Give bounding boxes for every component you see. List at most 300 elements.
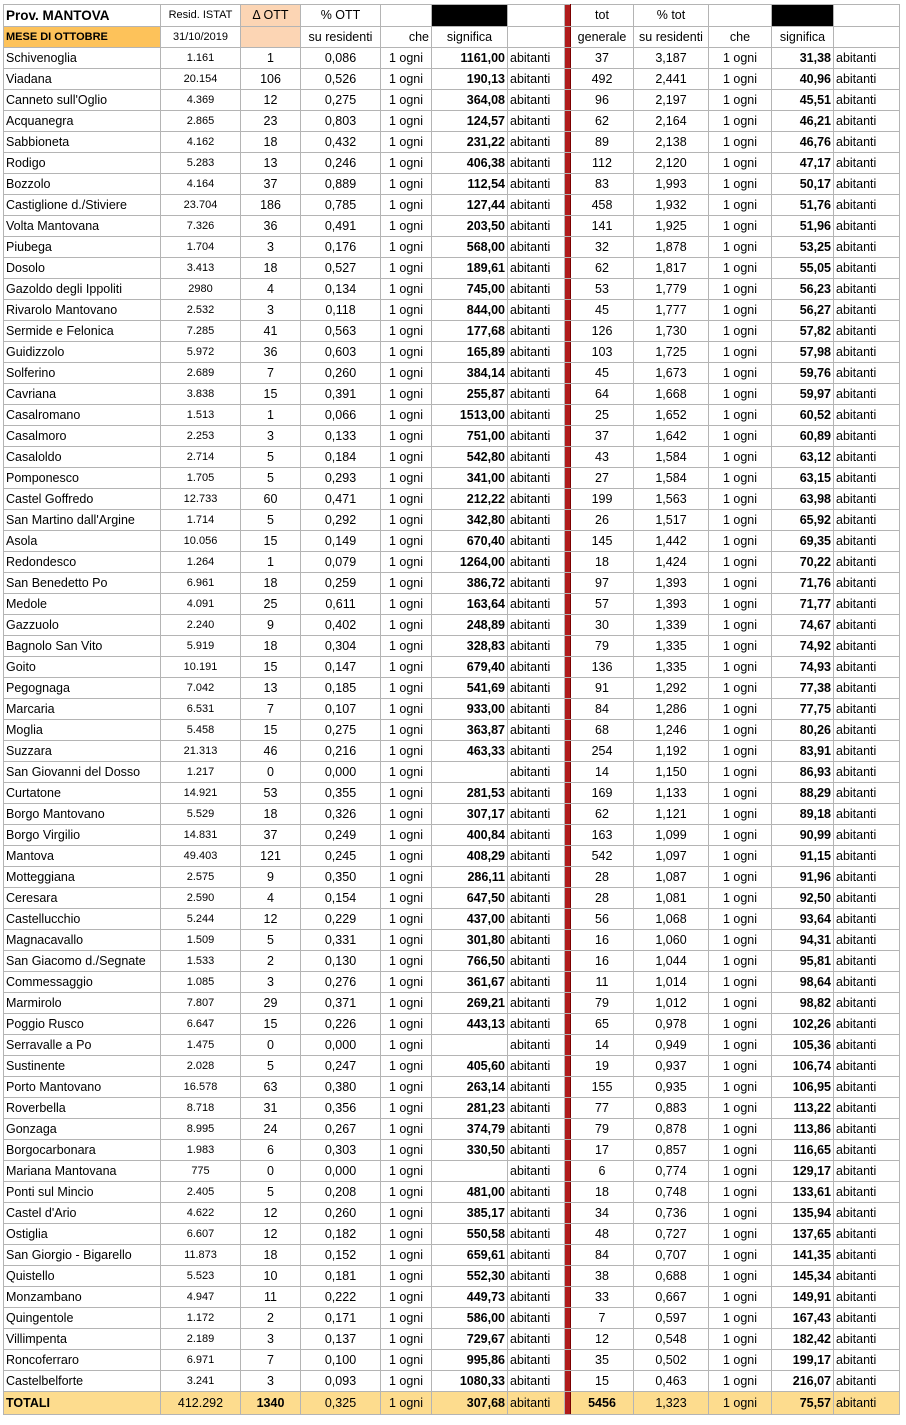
- pct-value: 0,260: [301, 1203, 381, 1224]
- municipality-name: Acquanegra: [4, 111, 161, 132]
- delta-value: 25: [241, 594, 301, 615]
- pcttot-value: 1,097: [634, 846, 709, 867]
- ogni-label: 1 ogni: [381, 1203, 432, 1224]
- pct-value: 0,216: [301, 741, 381, 762]
- resid-value: 775: [161, 1161, 241, 1182]
- significa-value-2: 90,99: [772, 825, 834, 846]
- ogni-label: 1 ogni: [381, 384, 432, 405]
- pcttot-value: 1,730: [634, 321, 709, 342]
- pct-value: 0,182: [301, 1224, 381, 1245]
- pct-value: 0,785: [301, 195, 381, 216]
- significa-value-2: 92,50: [772, 888, 834, 909]
- abitanti-label-2: abitanti: [834, 405, 900, 426]
- abitanti-label: abitanti: [508, 1098, 565, 1119]
- ogni-label-2: 1 ogni: [709, 930, 772, 951]
- abitanti-label: abitanti: [508, 1245, 565, 1266]
- tot-value: 84: [571, 699, 634, 720]
- ogni-label-2: 1 ogni: [709, 195, 772, 216]
- col-resid-header: Resid. ISTAT: [161, 5, 241, 27]
- table-row: [4, 1098, 900, 1119]
- significa-value: 189,61: [432, 258, 508, 279]
- table-row: [4, 993, 900, 1014]
- redacted-header: [432, 5, 508, 27]
- ogni-label-2: 1 ogni: [709, 1308, 772, 1329]
- abitanti-label-2: abitanti: [834, 888, 900, 909]
- ogni-label-2: 1 ogni: [709, 552, 772, 573]
- tot-value: 34: [571, 1203, 634, 1224]
- pcttot-value: 1,517: [634, 510, 709, 531]
- delta-value: 2: [241, 951, 301, 972]
- pcttot-value: 1,673: [634, 363, 709, 384]
- pcttot-value: 1,442: [634, 531, 709, 552]
- pct-value: 0,527: [301, 258, 381, 279]
- abitanti-label: abitanti: [508, 195, 565, 216]
- table-row: [4, 426, 900, 447]
- delta-value: 3: [241, 972, 301, 993]
- resid-value: 8.995: [161, 1119, 241, 1140]
- significa-value: 165,89: [432, 342, 508, 363]
- significa-header: significa: [432, 27, 508, 48]
- pct-value: 0,176: [301, 237, 381, 258]
- tot-value: 11: [571, 972, 634, 993]
- abitanti-label-2: abitanti: [834, 678, 900, 699]
- ogni-label: 1 ogni: [381, 699, 432, 720]
- ogni-label: 1 ogni: [381, 153, 432, 174]
- delta-value: 15: [241, 657, 301, 678]
- significa-value-2: 59,97: [772, 384, 834, 405]
- ogni-label-2: 1 ogni: [709, 615, 772, 636]
- pct-subheader: su residenti: [301, 27, 381, 48]
- resid-value: 2.590: [161, 888, 241, 909]
- abitanti-label-2: abitanti: [834, 783, 900, 804]
- significa-value-2: 51,76: [772, 195, 834, 216]
- ogni-label-2: 1 ogni: [709, 720, 772, 741]
- pct-value: 0,093: [301, 1371, 381, 1392]
- delta-value: 12: [241, 909, 301, 930]
- totals-pcttot: 1,323: [634, 1392, 709, 1415]
- municipality-name: Suzzara: [4, 741, 161, 762]
- tot-value: 77: [571, 1098, 634, 1119]
- ogni-label: 1 ogni: [381, 993, 432, 1014]
- abitanti-label: abitanti: [508, 468, 565, 489]
- abitanti-label-2: abitanti: [834, 636, 900, 657]
- pcttot-value: 0,935: [634, 1077, 709, 1098]
- pct-value: 0,137: [301, 1329, 381, 1350]
- tot-value: 141: [571, 216, 634, 237]
- significa-value: 361,67: [432, 972, 508, 993]
- pcttot-value: 1,339: [634, 615, 709, 636]
- significa-value-2: 74,67: [772, 615, 834, 636]
- abitanti-label: abitanti: [508, 972, 565, 993]
- tot-value: 136: [571, 657, 634, 678]
- significa-value: 385,17: [432, 1203, 508, 1224]
- tot-value: 163: [571, 825, 634, 846]
- ogni-label: 1 ogni: [381, 636, 432, 657]
- ogni-label-2: 1 ogni: [709, 1266, 772, 1287]
- redacted-header-2: [772, 5, 834, 27]
- delta-value: 0: [241, 1161, 301, 1182]
- abitanti-label: abitanti: [508, 1266, 565, 1287]
- totals-tot: 5456: [571, 1392, 634, 1415]
- significa-value-2: 46,76: [772, 132, 834, 153]
- pct-value: 0,611: [301, 594, 381, 615]
- significa-header-2: significa: [772, 27, 834, 48]
- ogni-label-2: 1 ogni: [709, 1077, 772, 1098]
- ogni-label-2: 1 ogni: [709, 909, 772, 930]
- abitanti-label-2: abitanti: [834, 1140, 900, 1161]
- pcttot-value: 1,777: [634, 300, 709, 321]
- abitanti-label: abitanti: [508, 615, 565, 636]
- pcttot-value: 1,779: [634, 279, 709, 300]
- abitanti-label-2: abitanti: [834, 216, 900, 237]
- pct-value: 0,275: [301, 90, 381, 111]
- abitanti-label-2: abitanti: [834, 1098, 900, 1119]
- table-row: [4, 1266, 900, 1287]
- pct-value: 0,275: [301, 720, 381, 741]
- ogni-label-2: 1 ogni: [709, 1056, 772, 1077]
- ogni-label: 1 ogni: [381, 174, 432, 195]
- ogni-label: 1 ogni: [381, 1161, 432, 1182]
- pcttot-value: 1,246: [634, 720, 709, 741]
- ogni-label-2: 1 ogni: [709, 972, 772, 993]
- data-table: [3, 4, 900, 1415]
- pct-value: 0,267: [301, 1119, 381, 1140]
- table-row: [4, 573, 900, 594]
- ogni-label-2: 1 ogni: [709, 132, 772, 153]
- ogni-label: 1 ogni: [381, 1266, 432, 1287]
- col-tot-header: tot: [571, 5, 634, 27]
- significa-value: 231,22: [432, 132, 508, 153]
- table-row: [4, 1014, 900, 1035]
- ogni-label-2: 1 ogni: [709, 636, 772, 657]
- tot-value: 27: [571, 468, 634, 489]
- table-row: [4, 846, 900, 867]
- tot-value: 16: [571, 951, 634, 972]
- significa-value: 844,00: [432, 300, 508, 321]
- table-row: [4, 195, 900, 216]
- municipality-name: Borgocarbonara: [4, 1140, 161, 1161]
- pct-value: 0,371: [301, 993, 381, 1014]
- abitanti-label: abitanti: [508, 1287, 565, 1308]
- significa-value-2: 98,64: [772, 972, 834, 993]
- municipality-name: Rivarolo Mantovano: [4, 300, 161, 321]
- ogni-label-2: 1 ogni: [709, 993, 772, 1014]
- ogni-label: 1 ogni: [381, 1371, 432, 1392]
- empty-cell: [508, 5, 565, 27]
- abitanti-label: abitanti: [508, 153, 565, 174]
- delta-value: 18: [241, 804, 301, 825]
- abitanti-label: abitanti: [508, 405, 565, 426]
- ogni-label-2: 1 ogni: [709, 678, 772, 699]
- significa-value: 1264,00: [432, 552, 508, 573]
- pct-value: 0,471: [301, 489, 381, 510]
- ogni-label: 1 ogni: [381, 846, 432, 867]
- abitanti-label: abitanti: [508, 1308, 565, 1329]
- significa-value-2: 216,07: [772, 1371, 834, 1392]
- significa-value-2: 65,92: [772, 510, 834, 531]
- abitanti-label-2: abitanti: [834, 489, 900, 510]
- pct-value: 0,303: [301, 1140, 381, 1161]
- tot-value: 18: [571, 552, 634, 573]
- pcttot-value: 1,932: [634, 195, 709, 216]
- municipality-name: Volta Mantovana: [4, 216, 161, 237]
- ogni-label: 1 ogni: [381, 804, 432, 825]
- ogni-label-2: 1 ogni: [709, 153, 772, 174]
- totals-significa-2: 75,57: [772, 1392, 834, 1415]
- resid-value: 7.285: [161, 321, 241, 342]
- ogni-label: 1 ogni: [381, 1119, 432, 1140]
- ogni-label: 1 ogni: [381, 1077, 432, 1098]
- abitanti-label: abitanti: [508, 342, 565, 363]
- table-row: [4, 552, 900, 573]
- pcttot-value: 1,335: [634, 657, 709, 678]
- pcttot-value: 0,978: [634, 1014, 709, 1035]
- tot-value: 199: [571, 489, 634, 510]
- table-row: [4, 69, 900, 90]
- delta-value: 37: [241, 174, 301, 195]
- delta-value: 5: [241, 1056, 301, 1077]
- pcttot-value: 1,925: [634, 216, 709, 237]
- ogni-label-2: 1 ogni: [709, 1014, 772, 1035]
- abitanti-label-2: abitanti: [834, 846, 900, 867]
- resid-value: 5.458: [161, 720, 241, 741]
- abitanti-label: abitanti: [508, 1203, 565, 1224]
- ogni-label-2: 1 ogni: [709, 804, 772, 825]
- resid-value: 2.253: [161, 426, 241, 447]
- ogni-label-2: 1 ogni: [709, 1287, 772, 1308]
- tot-value: 18: [571, 1182, 634, 1203]
- table-row: [4, 510, 900, 531]
- resid-value: 2.028: [161, 1056, 241, 1077]
- pcttot-value: 1,642: [634, 426, 709, 447]
- resid-value: 6.647: [161, 1014, 241, 1035]
- table-row: [4, 1245, 900, 1266]
- table-row: [4, 405, 900, 426]
- abitanti-label: abitanti: [508, 657, 565, 678]
- table-row: [4, 1056, 900, 1077]
- tot-value: 126: [571, 321, 634, 342]
- table-row: [4, 237, 900, 258]
- ogni-label: 1 ogni: [381, 342, 432, 363]
- tot-value: 7: [571, 1308, 634, 1329]
- resid-value: 2.714: [161, 447, 241, 468]
- significa-value: 647,50: [432, 888, 508, 909]
- municipality-name: San Martino dall'Argine: [4, 510, 161, 531]
- tot-value: 32: [571, 237, 634, 258]
- pcttot-value: 0,857: [634, 1140, 709, 1161]
- municipality-name: Quingentole: [4, 1308, 161, 1329]
- table-row: [4, 1161, 900, 1182]
- significa-value: 363,87: [432, 720, 508, 741]
- abitanti-label-2: abitanti: [834, 1329, 900, 1350]
- table-row: [4, 741, 900, 762]
- municipality-name: Cavriana: [4, 384, 161, 405]
- delta-value: 5: [241, 1182, 301, 1203]
- significa-value-2: 60,89: [772, 426, 834, 447]
- ogni-label: 1 ogni: [381, 594, 432, 615]
- col-delta-header: Δ OTT: [241, 5, 301, 27]
- pct-value: 0,491: [301, 216, 381, 237]
- pct-value: 0,276: [301, 972, 381, 993]
- tot-value: 542: [571, 846, 634, 867]
- significa-value: 408,29: [432, 846, 508, 867]
- abitanti-label-2: abitanti: [834, 930, 900, 951]
- delta-value: 15: [241, 1014, 301, 1035]
- pcttot-value: 1,133: [634, 783, 709, 804]
- significa-value: 745,00: [432, 279, 508, 300]
- abitanti-label-2: abitanti: [834, 1350, 900, 1371]
- pct-value: 0,107: [301, 699, 381, 720]
- pcttot-value: 1,817: [634, 258, 709, 279]
- municipality-name: Viadana: [4, 69, 161, 90]
- municipality-name: Castel d'Ario: [4, 1203, 161, 1224]
- pcttot-value: 1,393: [634, 573, 709, 594]
- significa-value-2: 88,29: [772, 783, 834, 804]
- col-pcttot-header: % tot: [634, 5, 709, 27]
- ogni-label: 1 ogni: [381, 300, 432, 321]
- pct-value: 0,247: [301, 1056, 381, 1077]
- significa-value: 933,00: [432, 699, 508, 720]
- table-row: [4, 1203, 900, 1224]
- abitanti-label: abitanti: [508, 1035, 565, 1056]
- significa-value-2: 60,52: [772, 405, 834, 426]
- significa-value: 124,57: [432, 111, 508, 132]
- pcttot-value: 1,563: [634, 489, 709, 510]
- resid-value: 6.961: [161, 573, 241, 594]
- delta-value: 12: [241, 90, 301, 111]
- abitanti-label: abitanti: [508, 510, 565, 531]
- delta-value: 1: [241, 48, 301, 69]
- pct-value: 0,086: [301, 48, 381, 69]
- pcttot-value: 3,187: [634, 48, 709, 69]
- abitanti-label-2: abitanti: [834, 531, 900, 552]
- pct-value: 0,152: [301, 1245, 381, 1266]
- significa-value-2: 91,96: [772, 867, 834, 888]
- totals-abitanti: abitanti: [508, 1392, 565, 1415]
- resid-value: 20.154: [161, 69, 241, 90]
- significa-value: 364,08: [432, 90, 508, 111]
- pct-value: 0,149: [301, 531, 381, 552]
- municipality-name: Sermide e Felonica: [4, 321, 161, 342]
- significa-value: 550,58: [432, 1224, 508, 1245]
- delta-value: 36: [241, 216, 301, 237]
- ogni-label-2: 1 ogni: [709, 279, 772, 300]
- ogni-label: 1 ogni: [381, 405, 432, 426]
- municipality-name: San Giacomo d./Segnate: [4, 951, 161, 972]
- pct-value: 0,066: [301, 405, 381, 426]
- resid-value: 12.733: [161, 489, 241, 510]
- pct-value: 0,260: [301, 363, 381, 384]
- significa-value: 255,87: [432, 384, 508, 405]
- delta-value: 18: [241, 636, 301, 657]
- municipality-name: Schivenoglia: [4, 48, 161, 69]
- abitanti-label-2: abitanti: [834, 510, 900, 531]
- tot-value: 45: [571, 300, 634, 321]
- significa-value-2: 102,26: [772, 1014, 834, 1035]
- tot-value: 458: [571, 195, 634, 216]
- ogni-label: 1 ogni: [381, 1056, 432, 1077]
- ogni-label-2: 1 ogni: [709, 1245, 772, 1266]
- abitanti-label-2: abitanti: [834, 1035, 900, 1056]
- delta-value: 186: [241, 195, 301, 216]
- pct-value: 0,000: [301, 1035, 381, 1056]
- abitanti-label-2: abitanti: [834, 195, 900, 216]
- resid-value: 11.873: [161, 1245, 241, 1266]
- ogni-label: 1 ogni: [381, 195, 432, 216]
- municipality-name: Bagnolo San Vito: [4, 636, 161, 657]
- ogni-label-2: 1 ogni: [709, 384, 772, 405]
- table-row: [4, 888, 900, 909]
- ogni-label: 1 ogni: [381, 1308, 432, 1329]
- delta-value: 7: [241, 699, 301, 720]
- municipality-name: San Giorgio - Bigarello: [4, 1245, 161, 1266]
- ogni-label-2: 1 ogni: [709, 90, 772, 111]
- delta-value: 12: [241, 1203, 301, 1224]
- pcttot-value: 1,584: [634, 447, 709, 468]
- abitanti-label-2: abitanti: [834, 741, 900, 762]
- pcttot-value: 1,878: [634, 237, 709, 258]
- significa-value-2: 129,17: [772, 1161, 834, 1182]
- municipality-name: Motteggiana: [4, 867, 161, 888]
- abitanti-label: abitanti: [508, 846, 565, 867]
- resid-value: 16.578: [161, 1077, 241, 1098]
- table-row: [4, 951, 900, 972]
- significa-value: 281,53: [432, 783, 508, 804]
- delta-value: 3: [241, 426, 301, 447]
- pcttot-value: 1,012: [634, 993, 709, 1014]
- pct-value: 0,245: [301, 846, 381, 867]
- ogni-label-2: 1 ogni: [709, 846, 772, 867]
- municipality-name: Curtatone: [4, 783, 161, 804]
- abitanti-label: abitanti: [508, 1329, 565, 1350]
- pcttot-value: 0,502: [634, 1350, 709, 1371]
- significa-value: 330,50: [432, 1140, 508, 1161]
- ogni-label: 1 ogni: [381, 258, 432, 279]
- abitanti-label-2: abitanti: [834, 468, 900, 489]
- ogni-label: 1 ogni: [381, 1182, 432, 1203]
- table-row: [4, 909, 900, 930]
- delta-value: 7: [241, 363, 301, 384]
- municipality-name: Pomponesco: [4, 468, 161, 489]
- tot-value: 91: [571, 678, 634, 699]
- resid-value: 2980: [161, 279, 241, 300]
- pcttot-value: 1,014: [634, 972, 709, 993]
- pct-value: 0,292: [301, 510, 381, 531]
- abitanti-label-2: abitanti: [834, 279, 900, 300]
- significa-value-2: 105,36: [772, 1035, 834, 1056]
- significa-value: 341,00: [432, 468, 508, 489]
- significa-value-2: 86,93: [772, 762, 834, 783]
- significa-value: 1080,33: [432, 1371, 508, 1392]
- ogni-label-2: 1 ogni: [709, 531, 772, 552]
- significa-value: 679,40: [432, 657, 508, 678]
- delta-value: 18: [241, 573, 301, 594]
- totals-pct: 0,325: [301, 1392, 381, 1415]
- table-row: [4, 1350, 900, 1371]
- table-row: [4, 279, 900, 300]
- municipality-name: Asola: [4, 531, 161, 552]
- abitanti-label: abitanti: [508, 909, 565, 930]
- ogni-label-2: 1 ogni: [709, 447, 772, 468]
- abitanti-label: abitanti: [508, 447, 565, 468]
- pcttot-value: 0,878: [634, 1119, 709, 1140]
- table-row: [4, 321, 900, 342]
- pcttot-value: 0,667: [634, 1287, 709, 1308]
- ogni-label: 1 ogni: [381, 909, 432, 930]
- significa-value-2: 63,98: [772, 489, 834, 510]
- abitanti-label: abitanti: [508, 1014, 565, 1035]
- tot-value: 57: [571, 594, 634, 615]
